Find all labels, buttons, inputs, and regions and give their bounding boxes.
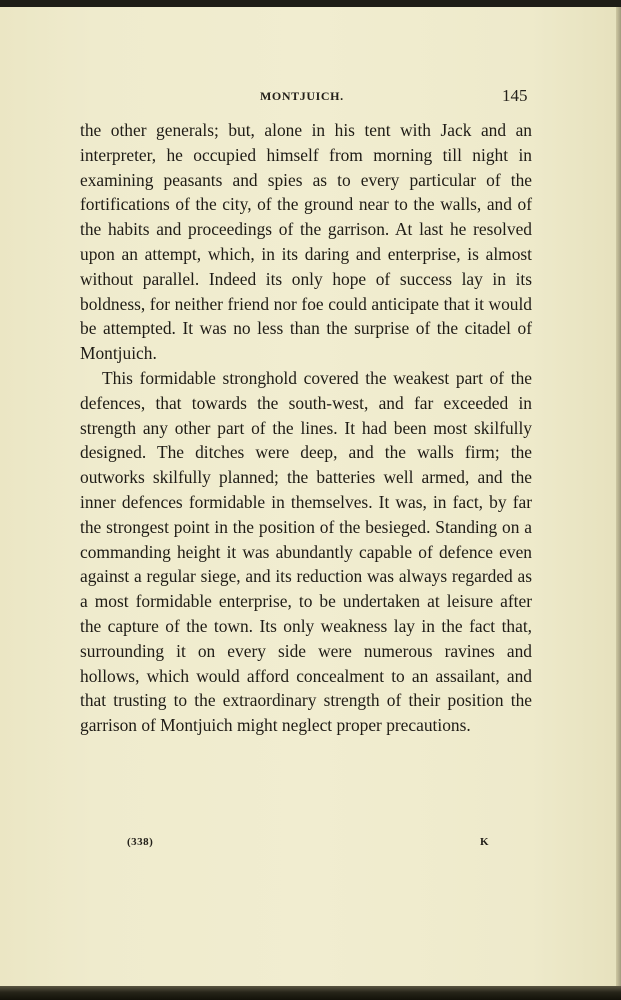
- gathering-letter: K: [480, 836, 489, 848]
- running-title: MONTJUICH.: [260, 89, 344, 103]
- paragraph-montjuich-description: This formidable stronghold covered the weakest part of the defences, that towards the south-west, and far exceeded in strength any other part of the lines. It had been most skilfully designed. The ditches were deep, and the walls firm; the outworks skilfully planned; the batteries well armed, and the inner defences formidable in themselves. It was, in fact, by far the strongest point in the position of the besieged. Standing on a commanding height it was abundantly capable of defence even against a regular siege, and its reduction was always regarded as a most formidable enterprise, to be undertaken at leisure after the capture of the town. Its only weakness lay in the fact that, surrounding it on every side were numerous ravines and hollows, which would afford concealment to an assailant, and that trusting to the extraordinary strength of their position the garrison of Montjuich might neglect proper precautions.: [80, 367, 532, 736]
- page-footer: [0, 836, 621, 854]
- page-bottom-edge: [0, 986, 621, 1000]
- page-top-edge: [0, 0, 621, 7]
- paragraph-continued: the other generals; but, alone in his tent with Jack and an interpreter, he occupied himself from morning till night in examining peasants and spies as to every particular of the fortifications of the city, of the ground near to the walls, and of the habits and proceedings of the garrison. At last he resolved upon an attempt, which, in its daring and enterprise, is almost without parallel. Indeed its only hope of success lay in its boldness, for neither friend nor foe could anticipate that it would be attempted. It was no less than the surprise of the citadel of Montjuich.: [80, 120, 532, 364]
- running-head: [0, 86, 621, 108]
- page-number: 145: [502, 86, 528, 105]
- signature-mark: (338): [127, 836, 154, 848]
- body-text: [80, 118, 532, 738]
